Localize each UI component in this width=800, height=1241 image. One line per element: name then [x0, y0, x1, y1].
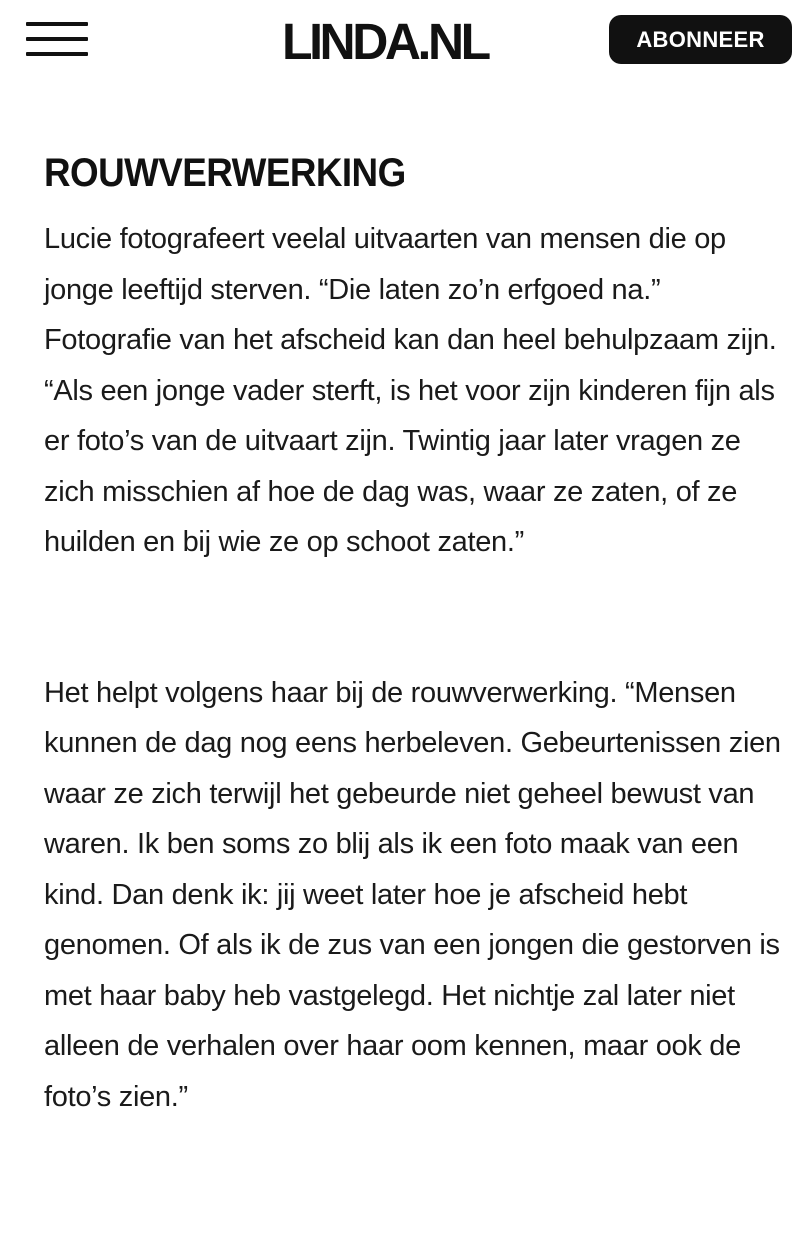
section-heading: ROUWVERWERKING [44, 151, 406, 195]
site-logo[interactable]: LINDA.NL [282, 13, 488, 70]
menu-bar [26, 37, 88, 41]
menu-bar [26, 22, 88, 26]
subscribe-button[interactable]: ABONNEER [609, 15, 792, 64]
article-body [44, 140, 784, 1122]
hamburger-menu-icon[interactable] [26, 22, 88, 56]
top-bar [0, 0, 800, 80]
article-paragraph: Lucie fotografeert veelal uitvaarten van mensen die op jonge leeftijd sterven. “Die laten zo’n erfgoed na.” Fotografie van het afscheid kan dan heel behulpzaam zijn. “Als een jonge vader sterft, is het voor zijn kinderen fijn als er foto’s van de uitvaart zijn. Twintig jaar later vragen ze zich misschien af hoe de dag was, waar ze zaten, of ze huilden en bij wie ze op schoot zaten.” [44, 223, 777, 558]
article-paragraph: Het helpt volgens haar bij de rouwverwerking. “Mensen kunnen de dag nog eens herbeleven. Gebeurtenissen zien waar ze zich terwijl het gebeurde niet geheel bewust van waren. Ik ben soms zo blij als ik een foto maak van een kind. Dan denk ik: jij weet later hoe je afscheid hebt genomen. Of als ik de zus van een jongen die gestorven is met haar baby heb vastgelegd. Het nichtje zal later niet alleen de verhalen over haar oom kennen, maar ook de foto’s zien.” [44, 676, 781, 1113]
menu-bar [26, 52, 88, 56]
